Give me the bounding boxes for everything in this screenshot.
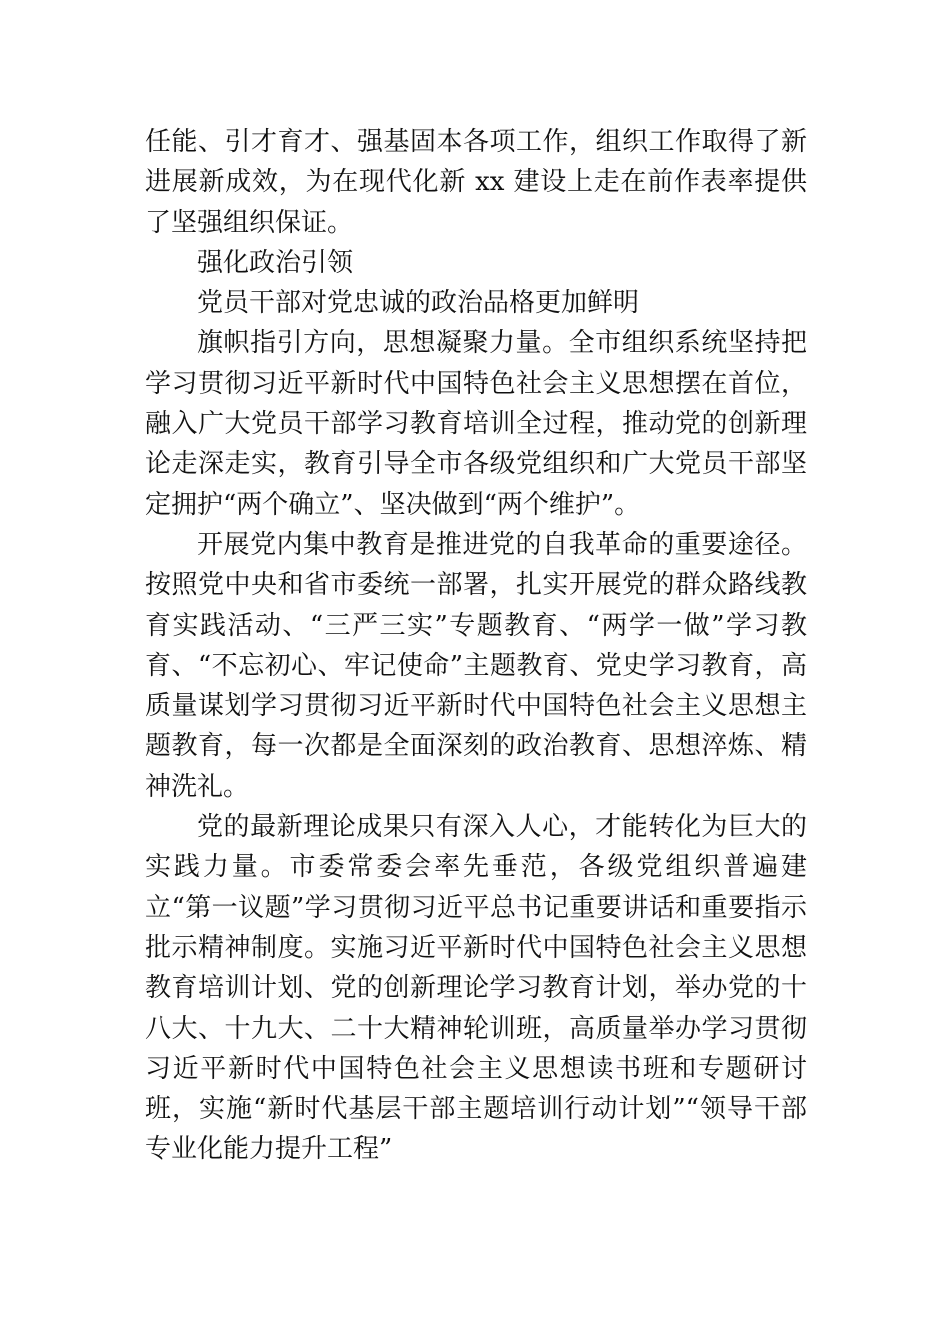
paragraph: 党的最新理论成果只有深入人心，才能转化为巨大的实践力量。市委常委会率先垂范，各级党组织普遍建立“第一议题”学习贯彻习近平总书记重要讲话和重要指示批示精神制度。实施习近平新时代中国特色社会主义思想教育培训计划、党的创新理论学习教育计划，举办党的十八大、十九大、二十大精神轮训班，高质量举办学习贯彻习近平新时代中国特色社会主义思想读书班和专题研讨班，实施“新时代基层干部主题培训行动计划”“领导干部专业化能力提升工程” — [145, 812, 807, 1165]
document-body — [145, 122, 807, 1170]
paragraph: 旗帜指引方向，思想凝聚力量。全市组织系统坚持把学习贯彻习近平新时代中国特色社会主义思想摆在首位，融入广大党员干部学习教育培训全过程，推动党的创新理论走深走实，教育引导全市各级党组织和广大党员干部坚定拥护“两个确立”、坚决做到“两个维护”。 — [145, 328, 807, 520]
paragraph: 开展党内集中教育是推进党的自我革命的重要途径。按照党中央和省市委统一部署，扎实开展党的群众路线教育实践活动、“三严三实”专题教育、“两学一做”学习教育、“不忘初心、牢记使命”主题教育、党史学习教育，高质量谋划学习贯彻习近平新时代中国特色社会主义思想主题教育，每一次都是全面深刻的政治教育、思想淬炼、精神洗礼。 — [145, 529, 807, 802]
paragraph-continuation: 任能、引才育才、强基固本各项工作，组织工作取得了新进展新成效，为在现代化新 xx 建设上走在前作表率提供了坚强组织保证。 — [145, 127, 807, 238]
section-heading: 强化政治引领 — [197, 247, 354, 278]
subsection-heading: 党员干部对党忠诚的政治品格更加鲜明 — [197, 288, 640, 319]
